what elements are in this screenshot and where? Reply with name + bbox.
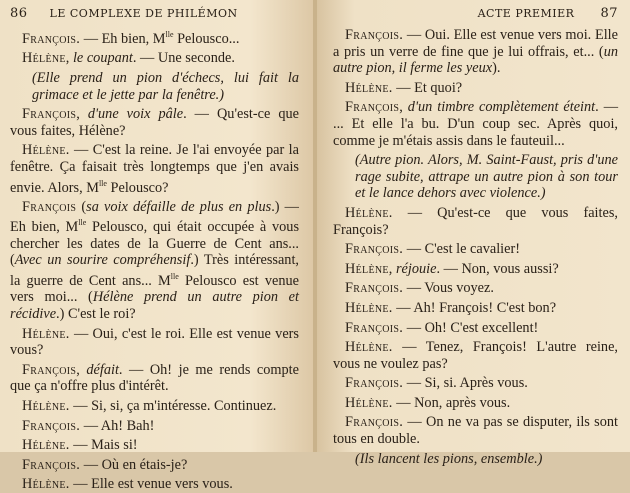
- inline-direction: d'un timbre complètement éteint: [407, 99, 596, 116]
- dialogue-line: [333, 27, 618, 77]
- dialogue-text: — Ah! Bah!: [80, 417, 155, 434]
- left-running-title: LE COMPLEXE DE PHILÉMON: [49, 7, 238, 20]
- speaker-name: Hélène.: [22, 142, 70, 159]
- speaker-name: François: [22, 361, 77, 378]
- inline-direction: réjouie: [395, 260, 437, 277]
- dialogue-line: [10, 326, 299, 359]
- superscript-text: lle: [170, 272, 179, 282]
- stage-direction: [333, 152, 618, 202]
- dialogue-line: [10, 437, 299, 454]
- speaker-name: François: [22, 106, 77, 123]
- dialogue-text: — Oui, c'est le roi. Elle est venue vers vous?: [10, 325, 299, 359]
- right-page-header: [333, 6, 618, 21]
- dialogue-line: [10, 418, 299, 435]
- dialogue-text: — C'est le cavalier!: [403, 241, 521, 258]
- dialogue-text: — Qu'est-ce que vous faites, François?: [333, 204, 618, 238]
- dialogue-text: . — Qu'est-ce que vous faites, Hélène?: [10, 106, 299, 139]
- left-page: [0, 0, 313, 493]
- dialogue-line: [10, 199, 299, 323]
- right-page-body: [333, 27, 618, 467]
- dialogue-line: [10, 457, 299, 474]
- speaker-name: Hélène.: [345, 79, 393, 96]
- speaker-name: François.: [345, 414, 404, 431]
- dialogue-line: [333, 320, 618, 337]
- superscript-text: lle: [165, 30, 174, 39]
- dialogue-line: [333, 395, 618, 412]
- dialogue-text: — Ah! François! C'est bon?: [392, 299, 557, 316]
- inline-direction: le coupant: [72, 50, 133, 67]
- speaker-name: Hélène.: [22, 397, 70, 414]
- dialogue-line: [10, 398, 299, 415]
- dialogue-text: — Oh! C'est excellent!: [403, 319, 539, 336]
- dialogue-line: [333, 280, 618, 297]
- speaker-name: François.: [345, 319, 404, 336]
- dialogue-line: [333, 339, 618, 372]
- speaker-name: François.: [345, 27, 404, 43]
- dialogue-text: — Si, si, ça m'intéresse. Continuez.: [69, 397, 277, 414]
- dialogue-line: [333, 99, 618, 149]
- speaker-name: Hélène.: [22, 476, 70, 493]
- left-page-header: [10, 6, 299, 21]
- dialogue-text: — Elle est venue vers vous.: [69, 476, 233, 493]
- dialogue-text: — Si, si. Après vous.: [403, 375, 528, 392]
- dialogue-line: [10, 142, 299, 196]
- dialogue-text: — Eh bien, M: [80, 30, 166, 47]
- dialogue-text: . — Oh! je me rends compte que ça n'offre plus d'intérêt.: [10, 361, 299, 395]
- dialogue-text: .) — Eh bien, M: [10, 198, 299, 236]
- inline-direction: défait: [86, 361, 119, 378]
- dialogue-text: ,: [388, 260, 396, 277]
- speaker-name: François.: [22, 456, 81, 473]
- dialogue-text: (: [76, 198, 87, 215]
- dialogue-text: — Et quoi?: [392, 79, 463, 96]
- speaker-name: Hélène.: [22, 437, 70, 454]
- speaker-name: François.: [22, 30, 81, 47]
- dialogue-line: [333, 375, 618, 392]
- dialogue-text: — Oui. Elle est venue vers moi. Elle a pris un verre de fine que je lui offrais, et... (: [333, 27, 618, 60]
- dialogue-text: Pelousco?: [106, 179, 169, 196]
- speaker-name: François.: [345, 375, 404, 392]
- dialogue-text: .) Très intéressant, la guerre de Cent ans... M: [10, 252, 299, 289]
- superscript-text: lle: [78, 218, 87, 228]
- dialogue-text: . — ... Et elle l'a bu. D'un coup sec. Après quoi, comme je m'étais assis dans le fauteuil...: [333, 99, 618, 149]
- dialogue-text: ,: [65, 50, 73, 67]
- dialogue-line: [10, 27, 299, 47]
- dialogue-line: [10, 476, 299, 493]
- right-page: [317, 0, 630, 467]
- speaker-name: François.: [22, 417, 81, 434]
- dialogue-text: — Vous voyez.: [403, 280, 494, 297]
- stage-direction: [10, 70, 299, 103]
- dialogue-line: [333, 80, 618, 97]
- inline-direction: sa voix défaille de plus en plus: [86, 198, 272, 215]
- stage-direction-text: (Ils lancent les pions, ensemble.): [355, 450, 543, 467]
- right-page-number: 87: [600, 6, 618, 21]
- dialogue-text: Pelousco est venue vers moi... (: [10, 272, 299, 306]
- dialogue-line: [333, 414, 618, 447]
- dialogue-text: ).: [492, 60, 501, 77]
- dialogue-text: Pelousco...: [173, 30, 240, 47]
- dialogue-text: . — Non, vous aussi?: [436, 260, 559, 277]
- inline-direction: Hélène prend un autre pion et récidive: [10, 289, 299, 322]
- dialogue-line: [333, 261, 618, 278]
- right-running-title: ACTE PREMIER: [477, 7, 575, 20]
- speaker-name: Hélène: [22, 50, 66, 67]
- superscript-text: lle: [98, 178, 107, 188]
- speaker-name: Hélène.: [345, 299, 393, 316]
- speaker-name: François: [345, 99, 400, 116]
- dialogue-text: ,: [76, 106, 88, 123]
- speaker-name: Hélène: [345, 260, 389, 277]
- dialogue-text: — On ne va pas se disputer, ils sont tous en double.: [333, 414, 618, 448]
- dialogue-text: ,: [399, 99, 408, 116]
- dialogue-text: — Mais si!: [69, 437, 138, 454]
- speaker-name: François.: [345, 280, 404, 297]
- stage-direction-text: (Autre pion. Alors, M. Saint-Faust, pris d'une rage subite, attrape un autre pion à son tour et le lance dehors avec violence.): [355, 152, 618, 202]
- dialogue-line: [333, 241, 618, 258]
- stage-direction-text: (Elle prend un pion d'échecs, lui fait la grimace et le jette par la fenêtre.): [32, 69, 299, 103]
- dialogue-text: — C'est la reine. Je l'ai envoyée par la fenêtre. Ça faisait très longtemps que j'en avais envie. Alors, M: [10, 142, 299, 196]
- dialogue-line: [10, 106, 299, 139]
- inline-direction: d'une voix pâle: [87, 106, 184, 123]
- dialogue-line: [333, 205, 618, 238]
- dialogue-text: — Tenez, François! L'autre reine, vous ne voulez pas?: [333, 339, 618, 372]
- speaker-name: François: [22, 198, 77, 215]
- left-page-number: 86: [10, 6, 28, 21]
- inline-direction: un autre pion, il ferme les yeux: [333, 43, 618, 77]
- dialogue-line: [10, 50, 299, 67]
- dialogue-text: Pelousco, qui était occupée à vous chercher les dates de la Guerre de Cent ans... (: [10, 219, 300, 269]
- dialogue-text: — Non, après vous.: [392, 394, 511, 411]
- dialogue-text: — Où en étais-je?: [80, 456, 188, 473]
- dialogue-text: ,: [76, 361, 87, 378]
- stage-direction: [333, 451, 618, 468]
- speaker-name: Hélène.: [345, 204, 393, 221]
- speaker-name: François.: [345, 241, 404, 258]
- left-page-body: [10, 27, 299, 493]
- inline-direction: Avec un sourire compréhensif: [14, 252, 191, 269]
- dialogue-line: [333, 300, 618, 317]
- speaker-name: Hélène.: [22, 325, 70, 342]
- dialogue-text: . — Une seconde.: [132, 50, 235, 67]
- speaker-name: Hélène.: [345, 394, 393, 411]
- dialogue-line: [10, 362, 299, 395]
- dialogue-text: .) C'est le roi?: [56, 305, 136, 322]
- speaker-name: Hélène.: [345, 339, 393, 356]
